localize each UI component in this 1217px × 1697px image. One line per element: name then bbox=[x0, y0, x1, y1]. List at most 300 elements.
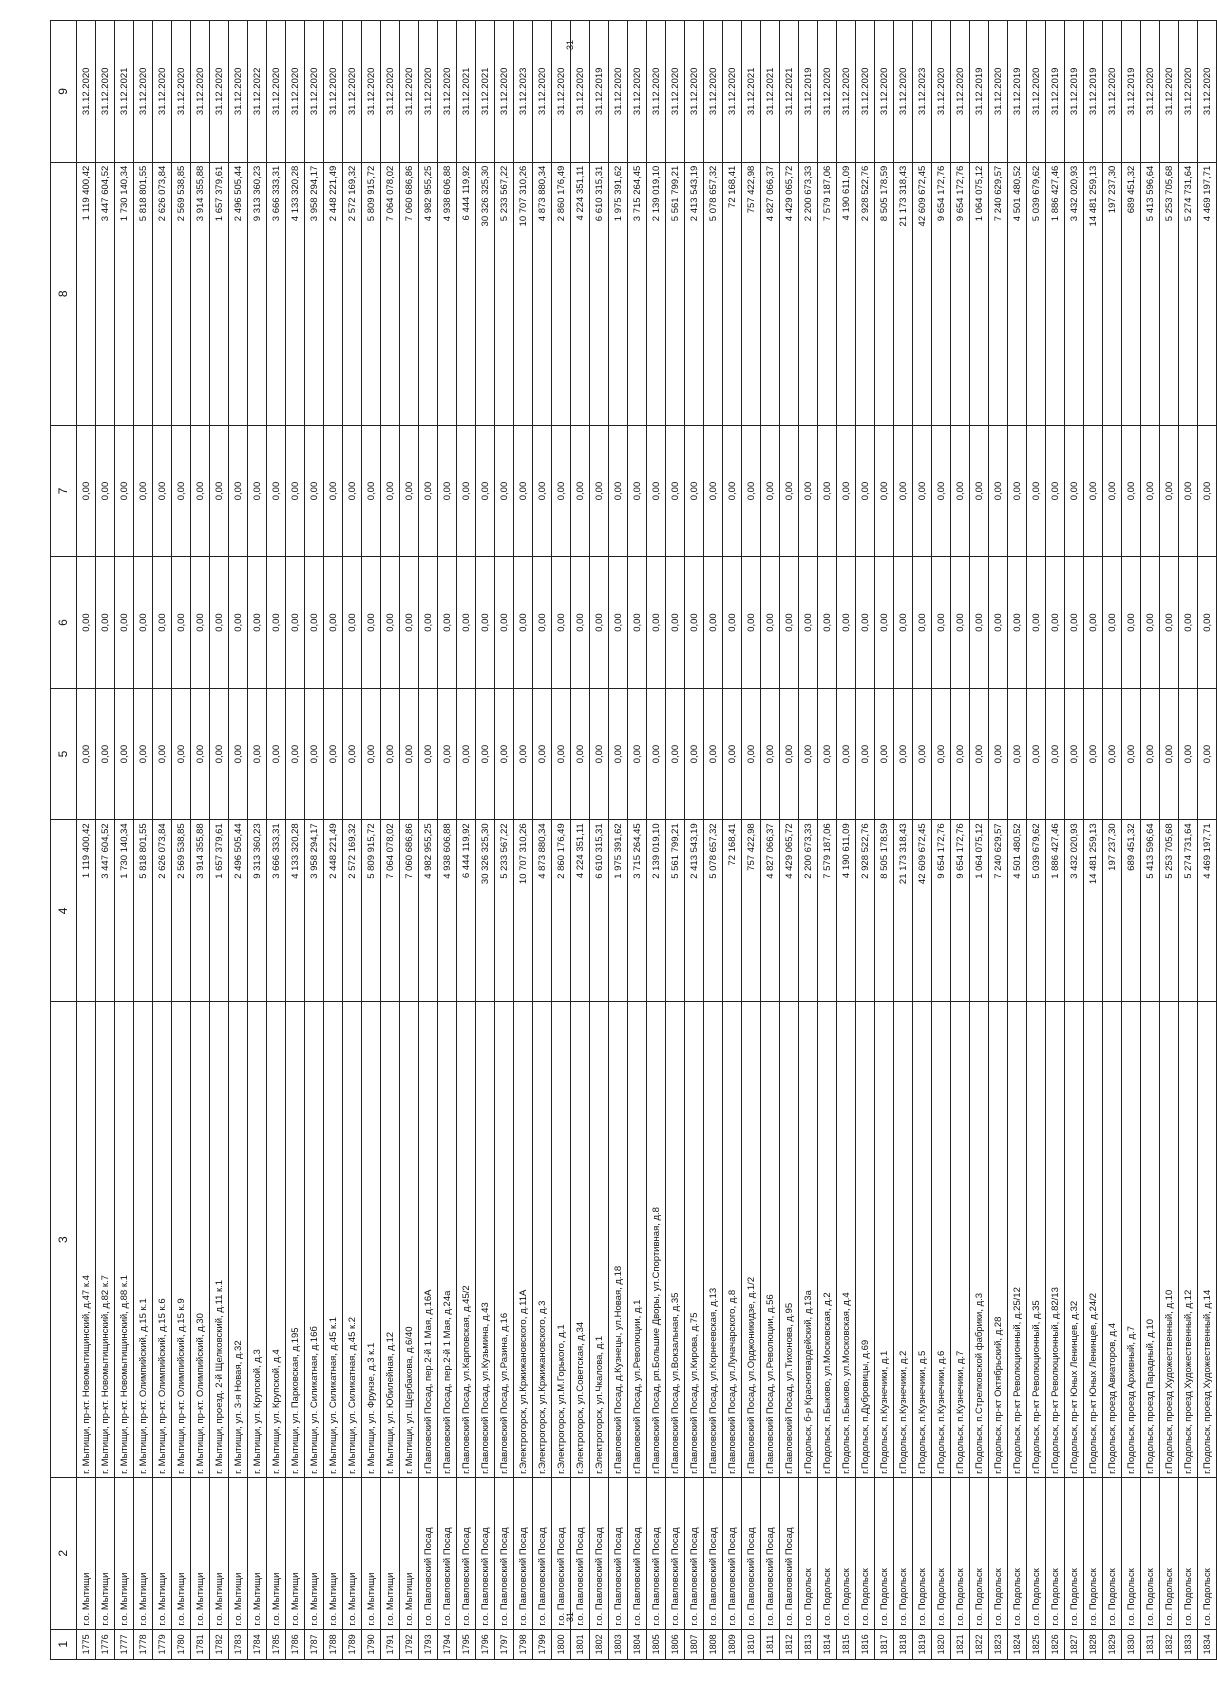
address-cell: г.Павловский Посад, ул.Тихонова, д.95 bbox=[780, 1002, 799, 1478]
municipality-cell: г.о. Подольск bbox=[951, 1477, 970, 1629]
table-row bbox=[666, 21, 685, 1660]
value-cell: 0,00 bbox=[856, 688, 875, 820]
address-cell: г. Мытищи, ул. Силикатная, д.45 к.1 bbox=[324, 1002, 343, 1478]
value-cell: 0,00 bbox=[1160, 557, 1179, 689]
table-row bbox=[324, 21, 343, 1660]
row-number-cell: 1789 bbox=[343, 1629, 362, 1659]
address-cell: г.Электрогорск, ул.Чкалова, д.1 bbox=[590, 1002, 609, 1478]
municipality-cell: г.о. Павловский Посад bbox=[476, 1477, 495, 1629]
amount-cell: 6 610 315,31 bbox=[590, 820, 609, 1002]
address-cell: г.Павловский Посад, ул.Луначарского, д.8 bbox=[723, 1002, 742, 1478]
row-number-cell: 1788 bbox=[324, 1629, 343, 1659]
row-number-cell: 1778 bbox=[134, 1629, 153, 1659]
table-row bbox=[1141, 21, 1160, 1660]
value-cell: 0,00 bbox=[742, 688, 761, 820]
date-cell: 31.12.2020 bbox=[628, 21, 647, 163]
column-header: 4 bbox=[51, 820, 77, 1002]
row-number-cell: 1781 bbox=[191, 1629, 210, 1659]
total-cell: 3 447 604,52 bbox=[96, 162, 115, 425]
amount-cell: 1 064 075,12 bbox=[970, 820, 989, 1002]
value-cell: 0,00 bbox=[590, 688, 609, 820]
total-cell: 30 326 325,30 bbox=[476, 162, 495, 425]
amount-cell: 5 078 657,32 bbox=[704, 820, 723, 1002]
value-cell: 0,00 bbox=[267, 557, 286, 689]
table-row bbox=[172, 21, 191, 1660]
value-cell: 0,00 bbox=[1027, 425, 1046, 557]
value-cell: 0,00 bbox=[818, 557, 837, 689]
date-cell: 31.12.2019 bbox=[1122, 21, 1141, 163]
date-cell: 31.12.2020 bbox=[153, 21, 172, 163]
total-cell: 5 413 596,64 bbox=[1141, 162, 1160, 425]
total-cell: 2 413 543,19 bbox=[685, 162, 704, 425]
address-cell: г.Подольск, п.Стрелковской фабрики, д.3 bbox=[970, 1002, 989, 1478]
amount-cell: 1 886 427,46 bbox=[1046, 820, 1065, 1002]
address-cell: г.Павловский Посад, ул.Революции, д.1 bbox=[628, 1002, 647, 1478]
amount-cell: 3 715 264,45 bbox=[628, 820, 647, 1002]
value-cell: 0,00 bbox=[381, 425, 400, 557]
value-cell: 0,00 bbox=[96, 557, 115, 689]
total-cell: 2 200 673,33 bbox=[799, 162, 818, 425]
total-cell: 4 827 066,37 bbox=[761, 162, 780, 425]
address-cell: г.Подольск, п.Быково, ул.Московская, д.2 bbox=[818, 1002, 837, 1478]
date-cell: 31.12.2020 bbox=[552, 21, 571, 163]
amount-cell: 5 039 679,62 bbox=[1027, 820, 1046, 1002]
total-cell: 7 060 686,86 bbox=[400, 162, 419, 425]
table-row bbox=[628, 21, 647, 1660]
value-cell: 0,00 bbox=[286, 688, 305, 820]
municipality-cell: г.о. Подольск bbox=[970, 1477, 989, 1629]
table-row bbox=[229, 21, 248, 1660]
value-cell: 0,00 bbox=[362, 688, 381, 820]
value-cell: 0,00 bbox=[818, 688, 837, 820]
row-number-cell: 1797 bbox=[495, 1629, 514, 1659]
total-cell: 6 444 119,92 bbox=[457, 162, 476, 425]
municipality-cell: г.о. Павловский Посад bbox=[685, 1477, 704, 1629]
amount-cell: 689 451,32 bbox=[1122, 820, 1141, 1002]
address-cell: г. Мытищи, ул. Юбилейная, д.12 bbox=[381, 1002, 400, 1478]
row-number-cell: 1791 bbox=[381, 1629, 400, 1659]
municipality-cell: г.о. Подольск bbox=[1046, 1477, 1065, 1629]
municipality-cell: г.о. Павловский Посад bbox=[495, 1477, 514, 1629]
municipality-cell: г.о. Мытищи bbox=[286, 1477, 305, 1629]
amount-cell: 4 133 320,28 bbox=[286, 820, 305, 1002]
amount-cell: 2 860 176,49 bbox=[552, 820, 571, 1002]
municipality-cell: г.о. Мытищи bbox=[343, 1477, 362, 1629]
row-number-cell: 1776 bbox=[96, 1629, 115, 1659]
address-cell: г.Подольск, п.Дубровицы, д.69 bbox=[856, 1002, 875, 1478]
municipality-cell: г.о. Подольск bbox=[818, 1477, 837, 1629]
amount-cell: 2 413 543,19 bbox=[685, 820, 704, 1002]
table-row bbox=[590, 21, 609, 1660]
value-cell: 0,00 bbox=[1084, 688, 1103, 820]
total-cell: 3 666 333,31 bbox=[267, 162, 286, 425]
date-cell: 31.12.2020 bbox=[419, 21, 438, 163]
date-cell: 31.12.2023 bbox=[913, 21, 932, 163]
row-number-cell: 1826 bbox=[1046, 1629, 1065, 1659]
row-number-cell: 1793 bbox=[419, 1629, 438, 1659]
row-number-cell: 1799 bbox=[533, 1629, 552, 1659]
page-number-top: 31 bbox=[565, 40, 575, 51]
date-cell: 31.12.2020 bbox=[1160, 21, 1179, 163]
date-cell: 31.12.2020 bbox=[571, 21, 590, 163]
date-cell: 31.12.2020 bbox=[1103, 21, 1122, 163]
value-cell: 0,00 bbox=[913, 688, 932, 820]
table-row bbox=[381, 21, 400, 1660]
date-cell: 31.12.2020 bbox=[400, 21, 419, 163]
value-cell: 0,00 bbox=[1046, 557, 1065, 689]
table-row bbox=[362, 21, 381, 1660]
table-row bbox=[723, 21, 742, 1660]
value-cell: 0,00 bbox=[1198, 557, 1217, 689]
address-cell: г.Подольск, пр-кт Революционный, д.25/12 bbox=[1008, 1002, 1027, 1478]
value-cell: 0,00 bbox=[134, 557, 153, 689]
amount-cell: 4 190 611,09 bbox=[837, 820, 856, 1002]
table-row bbox=[438, 21, 457, 1660]
value-cell: 0,00 bbox=[1198, 425, 1217, 557]
municipality-cell: г.о. Павловский Посад bbox=[666, 1477, 685, 1629]
date-cell: 31.12.2019 bbox=[590, 21, 609, 163]
total-cell: 7 064 078,02 bbox=[381, 162, 400, 425]
value-cell: 0,00 bbox=[1008, 688, 1027, 820]
row-number-cell: 1828 bbox=[1084, 1629, 1103, 1659]
address-cell: г.Подольск, проезд Художественный, д.10 bbox=[1160, 1002, 1179, 1478]
date-cell: 31.12.2020 bbox=[210, 21, 229, 163]
amount-cell: 10 707 310,26 bbox=[514, 820, 533, 1002]
row-number-cell: 1805 bbox=[647, 1629, 666, 1659]
municipality-cell: г.о. Павловский Посад bbox=[761, 1477, 780, 1629]
value-cell: 0,00 bbox=[210, 688, 229, 820]
address-cell: г.Подольск, пр-кт Юных Ленинцев, д.32 bbox=[1065, 1002, 1084, 1478]
value-cell: 0,00 bbox=[780, 557, 799, 689]
row-number-cell: 1786 bbox=[286, 1629, 305, 1659]
amount-cell: 7 240 629,57 bbox=[989, 820, 1008, 1002]
value-cell: 0,00 bbox=[1141, 425, 1160, 557]
amount-cell: 4 224 351,11 bbox=[571, 820, 590, 1002]
value-cell: 0,00 bbox=[1008, 425, 1027, 557]
value-cell: 0,00 bbox=[438, 425, 457, 557]
value-cell: 0,00 bbox=[1122, 557, 1141, 689]
address-cell: г. Мытищи, ул. Парковская, д.195 bbox=[286, 1002, 305, 1478]
amount-cell: 7 060 686,86 bbox=[400, 820, 419, 1002]
address-cell: г.Подольск, б-р Красногвардейский, д.13а bbox=[799, 1002, 818, 1478]
address-cell: г. Мытищи, пр-кт. Олимпийский, д.15 к.6 bbox=[153, 1002, 172, 1478]
value-cell: 0,00 bbox=[1065, 425, 1084, 557]
rotated-table-wrapper bbox=[50, 20, 1213, 1660]
value-cell: 0,00 bbox=[1179, 557, 1198, 689]
table-row bbox=[1103, 21, 1122, 1660]
total-cell: 10 707 310,26 bbox=[514, 162, 533, 425]
value-cell: 0,00 bbox=[533, 425, 552, 557]
table-row bbox=[799, 21, 818, 1660]
value-cell: 0,00 bbox=[495, 557, 514, 689]
amount-cell: 9 654 172,76 bbox=[951, 820, 970, 1002]
address-cell: г. Мытищи, пр-кт. Новомытищинский, д.82 к.7 bbox=[96, 1002, 115, 1478]
row-number-cell: 1779 bbox=[153, 1629, 172, 1659]
municipality-cell: г.о. Мытищи bbox=[305, 1477, 324, 1629]
municipality-cell: г.о. Подольск bbox=[1198, 1477, 1217, 1629]
table-row bbox=[115, 21, 134, 1660]
address-cell: г.Павловский Посад, ул.Кирова, д.75 bbox=[685, 1002, 704, 1478]
address-cell: г.Подольск, проезд Парадный, д.10 bbox=[1141, 1002, 1160, 1478]
row-number-cell: 1780 bbox=[172, 1629, 191, 1659]
value-cell: 0,00 bbox=[1122, 688, 1141, 820]
row-number-cell: 1823 bbox=[989, 1629, 1008, 1659]
total-cell: 9 654 172,76 bbox=[932, 162, 951, 425]
amount-cell: 2 448 221,49 bbox=[324, 820, 343, 1002]
value-cell: 0,00 bbox=[932, 425, 951, 557]
date-cell: 31.12.2020 bbox=[134, 21, 153, 163]
date-cell: 31.12.2020 bbox=[305, 21, 324, 163]
value-cell: 0,00 bbox=[761, 688, 780, 820]
table-row bbox=[419, 21, 438, 1660]
table-row bbox=[533, 21, 552, 1660]
amount-cell: 6 444 119,92 bbox=[457, 820, 476, 1002]
value-cell: 0,00 bbox=[685, 688, 704, 820]
row-number-cell: 1816 bbox=[856, 1629, 875, 1659]
value-cell: 0,00 bbox=[419, 688, 438, 820]
date-cell: 31.12.2020 bbox=[533, 21, 552, 163]
row-number-cell: 1832 bbox=[1160, 1629, 1179, 1659]
date-cell: 31.12.2020 bbox=[818, 21, 837, 163]
value-cell: 0,00 bbox=[951, 557, 970, 689]
municipality-cell: г.о. Подольск bbox=[875, 1477, 894, 1629]
date-cell: 31.12.2021 bbox=[742, 21, 761, 163]
total-cell: 1 119 400,42 bbox=[77, 162, 96, 425]
municipality-cell: г.о. Павловский Посад bbox=[609, 1477, 628, 1629]
total-cell: 2 860 176,49 bbox=[552, 162, 571, 425]
amount-cell: 4 873 880,34 bbox=[533, 820, 552, 1002]
value-cell: 0,00 bbox=[723, 425, 742, 557]
value-cell: 0,00 bbox=[837, 688, 856, 820]
amount-cell: 7 064 078,02 bbox=[381, 820, 400, 1002]
address-cell: г.Электрогорск, ул.М.Горького, д.1 bbox=[552, 1002, 571, 1478]
row-number-cell: 1810 bbox=[742, 1629, 761, 1659]
value-cell: 0,00 bbox=[685, 425, 704, 557]
table-row bbox=[96, 21, 115, 1660]
value-cell: 0,00 bbox=[742, 557, 761, 689]
column-header: 5 bbox=[51, 688, 77, 820]
date-cell: 31.12.2020 bbox=[932, 21, 951, 163]
row-number-cell: 1819 bbox=[913, 1629, 932, 1659]
value-cell: 0,00 bbox=[666, 688, 685, 820]
table-row bbox=[1065, 21, 1084, 1660]
date-cell: 31.12.2020 bbox=[495, 21, 514, 163]
value-cell: 0,00 bbox=[894, 425, 913, 557]
municipality-cell: г.о. Подольск bbox=[1160, 1477, 1179, 1629]
date-cell: 31.12.2020 bbox=[685, 21, 704, 163]
value-cell: 0,00 bbox=[837, 425, 856, 557]
municipality-cell: г.о. Павловский Посад bbox=[723, 1477, 742, 1629]
address-cell: г.Подольск, пр-кт Революционный, д.82/13 bbox=[1046, 1002, 1065, 1478]
value-cell: 0,00 bbox=[495, 425, 514, 557]
amount-cell: 2 572 169,32 bbox=[343, 820, 362, 1002]
row-number-cell: 1775 bbox=[77, 1629, 96, 1659]
total-cell: 1 886 427,46 bbox=[1046, 162, 1065, 425]
date-cell: 31.12.2021 bbox=[761, 21, 780, 163]
value-cell: 0,00 bbox=[172, 425, 191, 557]
total-cell: 2 928 522,76 bbox=[856, 162, 875, 425]
value-cell: 0,00 bbox=[704, 425, 723, 557]
date-cell: 31.12.2020 bbox=[267, 21, 286, 163]
value-cell: 0,00 bbox=[742, 425, 761, 557]
address-cell: г. Мытищи, пр-кт. Олимпийский, д.15 к.1 bbox=[134, 1002, 153, 1478]
value-cell: 0,00 bbox=[571, 425, 590, 557]
table-row bbox=[837, 21, 856, 1660]
municipality-cell: г.о. Павловский Посад bbox=[742, 1477, 761, 1629]
municipality-cell: г.о. Павловский Посад bbox=[514, 1477, 533, 1629]
row-number-cell: 1792 bbox=[400, 1629, 419, 1659]
value-cell: 0,00 bbox=[1065, 557, 1084, 689]
value-cell: 0,00 bbox=[894, 688, 913, 820]
value-cell: 0,00 bbox=[191, 688, 210, 820]
address-cell: г. Мытищи, ул. 3-я Новая, д.32 bbox=[229, 1002, 248, 1478]
date-cell: 31.12.2019 bbox=[799, 21, 818, 163]
value-cell: 0,00 bbox=[191, 425, 210, 557]
municipality-cell: г.о. Подольск bbox=[1179, 1477, 1198, 1629]
value-cell: 0,00 bbox=[286, 557, 305, 689]
value-cell: 0,00 bbox=[134, 688, 153, 820]
header-row bbox=[51, 21, 77, 1660]
value-cell: 0,00 bbox=[305, 557, 324, 689]
value-cell: 0,00 bbox=[400, 557, 419, 689]
total-cell: 2 569 538,85 bbox=[172, 162, 191, 425]
address-cell: г.Подольск, пр-кт Юных Ленинцев, д.24/2 bbox=[1084, 1002, 1103, 1478]
municipality-cell: г.о. Подольск bbox=[1103, 1477, 1122, 1629]
municipality-cell: г.о. Павловский Посад bbox=[647, 1477, 666, 1629]
value-cell: 0,00 bbox=[913, 425, 932, 557]
value-cell: 0,00 bbox=[875, 425, 894, 557]
address-cell: г.Подольск, проезд Авиаторов, д.4 bbox=[1103, 1002, 1122, 1478]
amount-cell: 4 938 606,88 bbox=[438, 820, 457, 1002]
date-cell: 31.12.2020 bbox=[856, 21, 875, 163]
value-cell: 0,00 bbox=[951, 688, 970, 820]
table-row bbox=[647, 21, 666, 1660]
value-cell: 0,00 bbox=[343, 557, 362, 689]
value-cell: 0,00 bbox=[1065, 688, 1084, 820]
amount-cell: 14 481 259,13 bbox=[1084, 820, 1103, 1002]
table-row bbox=[1084, 21, 1103, 1660]
date-cell: 31.12.2020 bbox=[704, 21, 723, 163]
table-row bbox=[1179, 21, 1198, 1660]
value-cell: 0,00 bbox=[989, 688, 1008, 820]
amount-cell: 1 730 140,34 bbox=[115, 820, 134, 1002]
table-row bbox=[875, 21, 894, 1660]
value-cell: 0,00 bbox=[799, 688, 818, 820]
value-cell: 0,00 bbox=[1008, 557, 1027, 689]
table-row bbox=[400, 21, 419, 1660]
value-cell: 0,00 bbox=[932, 557, 951, 689]
row-number-cell: 1809 bbox=[723, 1629, 742, 1659]
table-row bbox=[704, 21, 723, 1660]
total-cell: 197 237,30 bbox=[1103, 162, 1122, 425]
value-cell: 0,00 bbox=[818, 425, 837, 557]
amount-cell: 757 422,98 bbox=[742, 820, 761, 1002]
value-cell: 0,00 bbox=[514, 688, 533, 820]
address-cell: г. Мытищи, проезд. 2-й Щелковский, д.11 к.1 bbox=[210, 1002, 229, 1478]
value-cell: 0,00 bbox=[153, 557, 172, 689]
municipality-cell: г.о. Павловский Посад bbox=[419, 1477, 438, 1629]
municipality-cell: г.о. Мытищи bbox=[400, 1477, 419, 1629]
total-cell: 2 626 073,84 bbox=[153, 162, 172, 425]
row-number-cell: 1829 bbox=[1103, 1629, 1122, 1659]
municipality-cell: г.о. Подольск bbox=[913, 1477, 932, 1629]
date-cell: 31.12.2020 bbox=[172, 21, 191, 163]
amount-cell: 2 139 019,10 bbox=[647, 820, 666, 1002]
value-cell: 0,00 bbox=[609, 688, 628, 820]
municipality-cell: г.о. Подольск bbox=[1122, 1477, 1141, 1629]
row-number-cell: 1814 bbox=[818, 1629, 837, 1659]
row-number-cell: 1785 bbox=[267, 1629, 286, 1659]
address-cell: г. Мытищи, ул. Крупской, д.4 bbox=[267, 1002, 286, 1478]
row-number-cell: 1800 bbox=[552, 1629, 571, 1659]
date-cell: 31.12.2020 bbox=[191, 21, 210, 163]
value-cell: 0,00 bbox=[704, 688, 723, 820]
total-cell: 42 609 672,45 bbox=[913, 162, 932, 425]
table-row bbox=[476, 21, 495, 1660]
municipality-cell: г.о. Павловский Посад bbox=[457, 1477, 476, 1629]
address-cell: г.Подольск, проезд Художественный, д.12 bbox=[1179, 1002, 1198, 1478]
date-cell: 31.12.2020 bbox=[229, 21, 248, 163]
amount-cell: 4 429 065,72 bbox=[780, 820, 799, 1002]
value-cell: 0,00 bbox=[628, 688, 647, 820]
value-cell: 0,00 bbox=[400, 688, 419, 820]
table-row bbox=[210, 21, 229, 1660]
value-cell: 0,00 bbox=[438, 557, 457, 689]
date-cell: 31.12.2021 bbox=[115, 21, 134, 163]
address-cell: г. Мытищи, ул. Крупской, д.3 bbox=[248, 1002, 267, 1478]
municipality-cell: г.о. Павловский Посад bbox=[704, 1477, 723, 1629]
value-cell: 0,00 bbox=[1179, 425, 1198, 557]
row-number-cell: 1830 bbox=[1122, 1629, 1141, 1659]
amount-cell: 1 119 400,42 bbox=[77, 820, 96, 1002]
table-row bbox=[970, 21, 989, 1660]
row-number-cell: 1782 bbox=[210, 1629, 229, 1659]
total-cell: 757 422,98 bbox=[742, 162, 761, 425]
date-cell: 31.12.2020 bbox=[894, 21, 913, 163]
date-cell: 31.12.2022 bbox=[248, 21, 267, 163]
value-cell: 0,00 bbox=[970, 425, 989, 557]
total-cell: 4 501 480,52 bbox=[1008, 162, 1027, 425]
row-number-cell: 1813 bbox=[799, 1629, 818, 1659]
date-cell: 31.12.2020 bbox=[1141, 21, 1160, 163]
municipality-cell: г.о. Павловский Посад bbox=[571, 1477, 590, 1629]
total-cell: 1 730 140,34 bbox=[115, 162, 134, 425]
address-cell: г.Павловский Посад, пер.2-й 1 Мая, д.16А bbox=[419, 1002, 438, 1478]
value-cell: 0,00 bbox=[1027, 688, 1046, 820]
table-row bbox=[856, 21, 875, 1660]
table-row bbox=[495, 21, 514, 1660]
date-cell: 31.12.2020 bbox=[875, 21, 894, 163]
amount-cell: 4 501 480,52 bbox=[1008, 820, 1027, 1002]
total-cell: 2 496 505,44 bbox=[229, 162, 248, 425]
table-row bbox=[780, 21, 799, 1660]
table-row bbox=[1027, 21, 1046, 1660]
address-cell: г. Мытищи, пр-кт. Новомытищинский, д.47 к.4 bbox=[77, 1002, 96, 1478]
value-cell: 0,00 bbox=[96, 425, 115, 557]
total-cell: 5 274 731,64 bbox=[1179, 162, 1198, 425]
value-cell: 0,00 bbox=[1141, 688, 1160, 820]
value-cell: 0,00 bbox=[267, 425, 286, 557]
amount-cell: 3 914 355,88 bbox=[191, 820, 210, 1002]
value-cell: 0,00 bbox=[210, 557, 229, 689]
table-row bbox=[989, 21, 1008, 1660]
address-cell: г.Подольск, п.Кузнечики, д.5 bbox=[913, 1002, 932, 1478]
value-cell: 0,00 bbox=[666, 425, 685, 557]
address-cell: г.Павловский Посад, ул.Кузьмина, д.43 bbox=[476, 1002, 495, 1478]
date-cell: 31.12.2020 bbox=[362, 21, 381, 163]
date-cell: 31.12.2019 bbox=[1046, 21, 1065, 163]
row-number-cell: 1820 bbox=[932, 1629, 951, 1659]
